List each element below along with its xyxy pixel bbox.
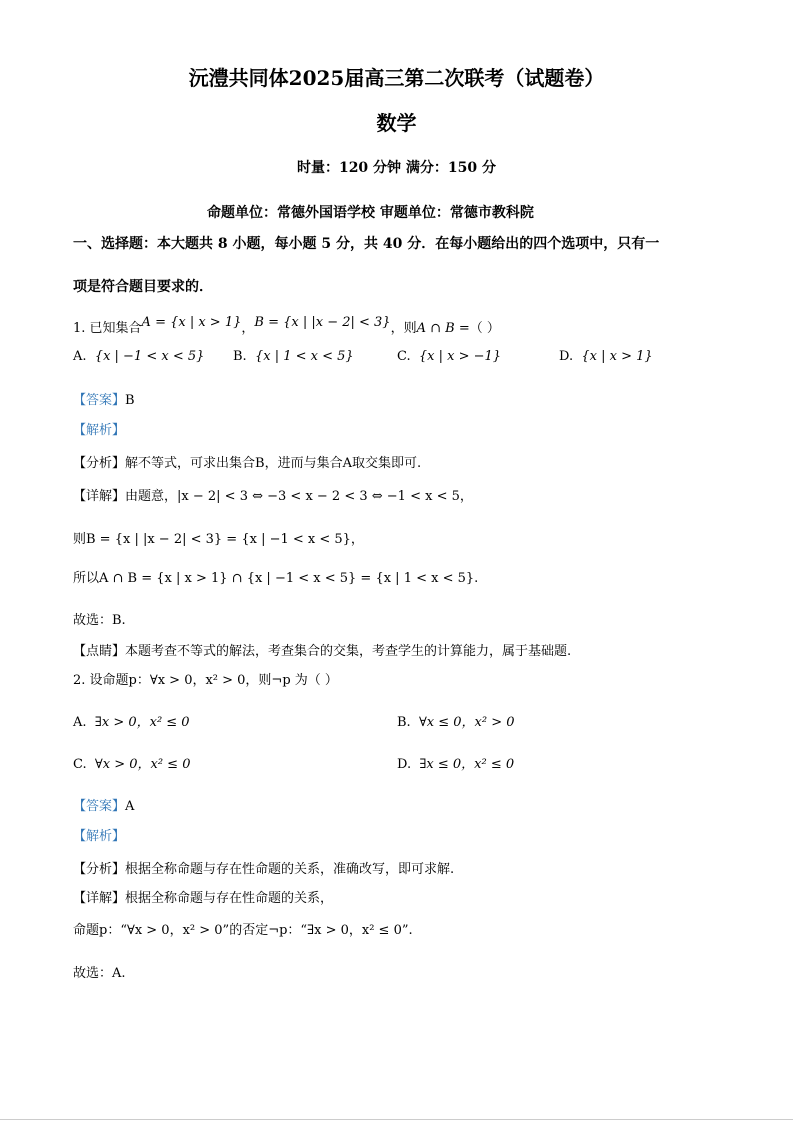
q2-fenxi-text: 根据全称命题与存在性命题的关系，准确改写，即可求解. (125, 862, 455, 877)
q2-option-d-text: ∃x ≤ 0，x² ≤ 0 (419, 757, 515, 772)
q1-dianjing (73, 640, 571, 659)
q1-fenxi (73, 452, 421, 471)
q1-option-b-label: B. (233, 349, 247, 364)
q2-option-c-text: ∀x > 0，x² ≤ 0 (94, 757, 191, 772)
q1-answer (73, 389, 135, 408)
q1-option-b-text: {x | 1 < x < 5} (254, 349, 354, 364)
q1-option-c (397, 349, 501, 364)
page-bottom-rule (0, 1119, 793, 1120)
q2-option-a-text: ∃x > 0，x² ≤ 0 (94, 715, 190, 730)
q1-xiangjie-text: 由题意，|x − 2| < 3 ⇔ −3 < x − 2 < 3 ⇔ −1 < x < 5， (125, 489, 473, 504)
q2-stem: 2. 设命题p：∀x > 0，x² > 0，则¬p 为（ ） (73, 673, 338, 688)
q2-answer-value: A (125, 799, 135, 814)
q2-option-c-label: C. (73, 757, 87, 772)
q2-answer-tag: 【答案】 (73, 799, 126, 814)
q1-stem-prefix: 1. 已知集合 (73, 321, 142, 336)
q2-option-d (397, 753, 514, 772)
q2-step1: 命题p：“∀x > 0，x² > 0”的否定¬p：“∃x > 0，x² ≤ 0”. (73, 923, 413, 938)
q1-option-c-text: {x | x > −1} (418, 349, 502, 364)
subject-title: 数学 (376, 111, 417, 135)
q1-set-b: B = {x | |x − 2| < 3} (254, 315, 391, 330)
q2-xiangjie (73, 887, 333, 906)
q1-fenxi-text: 解不等式，可求出集合B，进而与集合A取交集即可. (125, 456, 422, 471)
q1-option-c-label: C. (397, 349, 411, 364)
q2-option-c (73, 753, 190, 772)
q1-option-a (73, 349, 204, 364)
q1-step1: 则B = {x | |x − 2| < 3} = {x | −1 < x < 5}， (73, 532, 364, 547)
q2-option-b-label: B. (397, 715, 411, 730)
q2-option-b-text: ∀x ≤ 0，x² > 0 (418, 715, 515, 730)
q2-option-b (397, 711, 515, 730)
q2-answer (73, 795, 134, 814)
q2-choose: 故选：A. (73, 966, 126, 981)
q2-option-d-label: D. (397, 757, 412, 772)
q1-option-d (559, 349, 653, 364)
q1-option-b (233, 349, 354, 364)
time-score: 时量：120 分钟 满分：150 分 (296, 160, 497, 176)
q1-answer-value: B (125, 393, 135, 408)
q2-analysis-tag: 【解析】 (73, 829, 126, 844)
q1-sep: ， (241, 321, 255, 336)
q1-dianjing-text: 本题考查不等式的解法，考查集合的交集，考查学生的计算能力，属于基础题. (125, 644, 572, 659)
q1-xiangjie (73, 485, 473, 504)
q1-fenxi-tag: 【分析】 (73, 456, 126, 471)
q1-option-a-label: A. (73, 349, 87, 364)
q1-analysis-tag: 【解析】 (73, 423, 126, 438)
q2-xiangjie-tag: 【详解】 (73, 891, 126, 906)
q2-option-a (73, 711, 190, 730)
q1-option-d-label: D. (559, 349, 574, 364)
q1-option-d-text: {x | x > 1} (581, 349, 653, 364)
exam-title: 沅澧共同体2025届高三第二次联考（试题卷） (188, 66, 605, 90)
q1-xiangjie-tag: 【详解】 (73, 489, 126, 504)
section-heading-line1: 一、选择题：本大题共 8 小题，每小题 5 分，共 40 分．在每小题给出的四个选项中，只有一 (73, 236, 660, 252)
q1-set-a: A = {x | x > 1} (141, 315, 242, 330)
q1-option-a-text: {x | −1 < x < 5} (94, 349, 205, 364)
q2-fenxi (73, 858, 454, 877)
q1-target: A ∩ B = (416, 321, 470, 336)
q1-step2: 所以A ∩ B = {x | x > 1} ∩ {x | −1 < x < 5} = {x | 1 < x < 5}. (73, 571, 479, 586)
q1-stem (73, 317, 500, 336)
q2-xiangjie-text: 根据全称命题与存在性命题的关系， (125, 891, 334, 906)
section-heading-line2: 项是符合题目要求的． (73, 279, 213, 295)
q1-stem-suffix: ，则 (390, 321, 417, 336)
q1-answer-tag: 【答案】 (73, 393, 126, 408)
q1-dianjing-tag: 【点睛】 (73, 644, 126, 659)
q1-blank: （ ） (469, 321, 500, 336)
q1-choose: 故选：B. (73, 613, 126, 628)
q2-option-a-label: A. (73, 715, 87, 730)
compilation-units: 命题单位：常德外国语学校 审题单位：常德市教科院 (207, 205, 534, 221)
q2-fenxi-tag: 【分析】 (73, 862, 126, 877)
